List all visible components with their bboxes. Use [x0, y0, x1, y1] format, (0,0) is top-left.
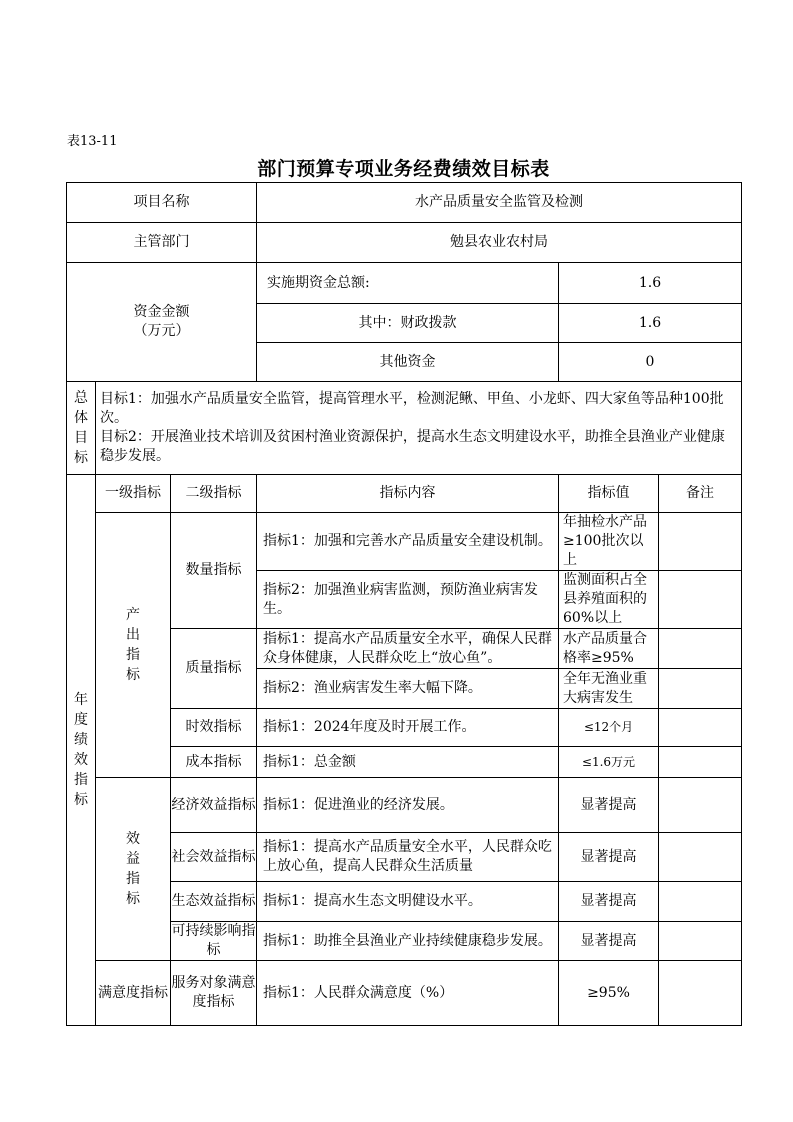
funding-fiscal-value: 1.6 — [559, 304, 742, 343]
quality-ind1-value: 水产品质量合格率≥95% — [559, 629, 659, 669]
quantity-ind1-remark — [659, 513, 742, 571]
timeliness-ind1-remark — [659, 709, 742, 747]
output-indicators-label: 产出指标 — [96, 513, 171, 778]
page-title: 部门预算专项业务经费绩效目标表 — [257, 158, 550, 180]
quantity-ind2-value: 监测面积占全县养殖面积的60%以上 — [559, 571, 659, 629]
timeliness-ind1-value: ≤12个月 — [559, 709, 659, 747]
overall-goal-label: 总体目标 — [67, 382, 96, 475]
overall-goal-1: 目标1：加强水产品质量安全监管，提高管理水平，检测泥鳅、甲鱼、小龙虾、四大家鱼等品种100批次。 — [100, 391, 724, 426]
quantity-ind2-content: 指标2：加强渔业病害监测，预防渔业病害发生。 — [257, 571, 559, 629]
quality-ind2-remark — [659, 669, 742, 709]
satisfaction-ind1-value: ≥95% — [559, 961, 659, 1026]
header-level2: 二级指标 — [171, 475, 257, 513]
project-name-value: 水产品质量安全监管及检测 — [257, 183, 742, 223]
benefit-indicators-label: 效益指标 — [96, 778, 171, 961]
ecological-ind1-content: 指标1：提高水生态文明健设水平。 — [257, 882, 559, 922]
ecological-indicator-label: 生态效益指标 — [171, 882, 257, 922]
satisfaction-ind1-remark — [659, 961, 742, 1026]
quality-ind2-value: 全年无渔业重大病害发生 — [559, 669, 659, 709]
cost-indicator-label: 成本指标 — [171, 747, 257, 778]
department-value: 勉县农业农村局 — [257, 223, 742, 263]
annual-indicators-label: 年度绩效指标 — [67, 475, 96, 1026]
quantity-ind1-content: 指标1：加强和完善水产品质量安全建设机制。 — [257, 513, 559, 571]
overall-goal-2: 目标2：开展渔业技术培训及贫困村渔业资源保护，提高水生态文明建设水平，助推全县渔业产业健康稳步发展。 — [100, 429, 725, 464]
funding-other-label: 其他资金 — [257, 343, 559, 382]
quality-indicator-label: 质量指标 — [171, 629, 257, 709]
social-ind1-value: 显著提高 — [559, 833, 659, 882]
economic-indicator-label: 经济效益指标 — [171, 778, 257, 833]
header-content: 指标内容 — [257, 475, 559, 513]
quality-ind2-content: 指标2：渔业病害发生率大幅下降。 — [257, 669, 559, 709]
cost-ind1-content: 指标1：总金额 — [257, 747, 559, 778]
overall-goal-content — [96, 382, 742, 475]
quality-ind1-content: 指标1：提高水产品质量安全水平，确保人民群众身体健康，人民群众吃上“放心鱼”。 — [257, 629, 559, 669]
timeliness-ind1-content: 指标1：2024年度及时开展工作。 — [257, 709, 559, 747]
service-satisfaction-label: 服务对象满意度指标 — [171, 961, 257, 1026]
funding-unit: （万元） — [133, 323, 190, 339]
funding-total-label: 实施期资金总额: — [257, 263, 559, 304]
quality-ind1-remark — [659, 629, 742, 669]
ecological-ind1-remark — [659, 882, 742, 922]
cost-ind1-value: ≤1.6万元 — [559, 747, 659, 778]
header-value: 指标值 — [559, 475, 659, 513]
department-label: 主管部门 — [67, 223, 257, 263]
performance-table — [66, 182, 742, 1026]
funding-total-value: 1.6 — [559, 263, 742, 304]
header-level1: 一级指标 — [96, 475, 171, 513]
funding-fiscal-label: 其中：财政拨款 — [257, 304, 559, 343]
social-ind1-remark — [659, 833, 742, 882]
funding-label — [67, 263, 257, 382]
table-number: 表13-11 — [67, 134, 118, 149]
timeliness-indicator-label: 时效指标 — [171, 709, 257, 747]
satisfaction-indicators-label: 满意度指标 — [96, 961, 171, 1026]
social-indicator-label: 社会效益指标 — [171, 833, 257, 882]
social-ind1-content: 指标1：提高水产品质量安全水平，人民群众吃上放心鱼，提高人民群众生活质量 — [257, 833, 559, 882]
quantity-indicator-label: 数量指标 — [171, 513, 257, 629]
economic-ind1-content: 指标1：促进渔业的经济发展。 — [257, 778, 559, 833]
economic-ind1-remark — [659, 778, 742, 833]
project-name-label: 项目名称 — [67, 183, 257, 223]
funding-other-value: 0 — [559, 343, 742, 382]
sustainable-ind1-remark — [659, 922, 742, 961]
quantity-ind2-remark — [659, 571, 742, 629]
cost-ind1-remark — [659, 747, 742, 778]
ecological-ind1-value: 显著提高 — [559, 882, 659, 922]
economic-ind1-value: 显著提高 — [559, 778, 659, 833]
sustainable-indicator-label: 可持续影响指标 — [171, 922, 257, 961]
funding-label-text: 资金金额 — [133, 304, 190, 320]
sustainable-ind1-content: 指标1：助推全县渔业产业持续健康稳步发展。 — [257, 922, 559, 961]
satisfaction-ind1-content: 指标1：人民群众满意度（%） — [257, 961, 559, 1026]
quantity-ind1-value: 年抽检水产品≥100批次以上 — [559, 513, 659, 571]
header-remark: 备注 — [659, 475, 742, 513]
sustainable-ind1-value: 显著提高 — [559, 922, 659, 961]
